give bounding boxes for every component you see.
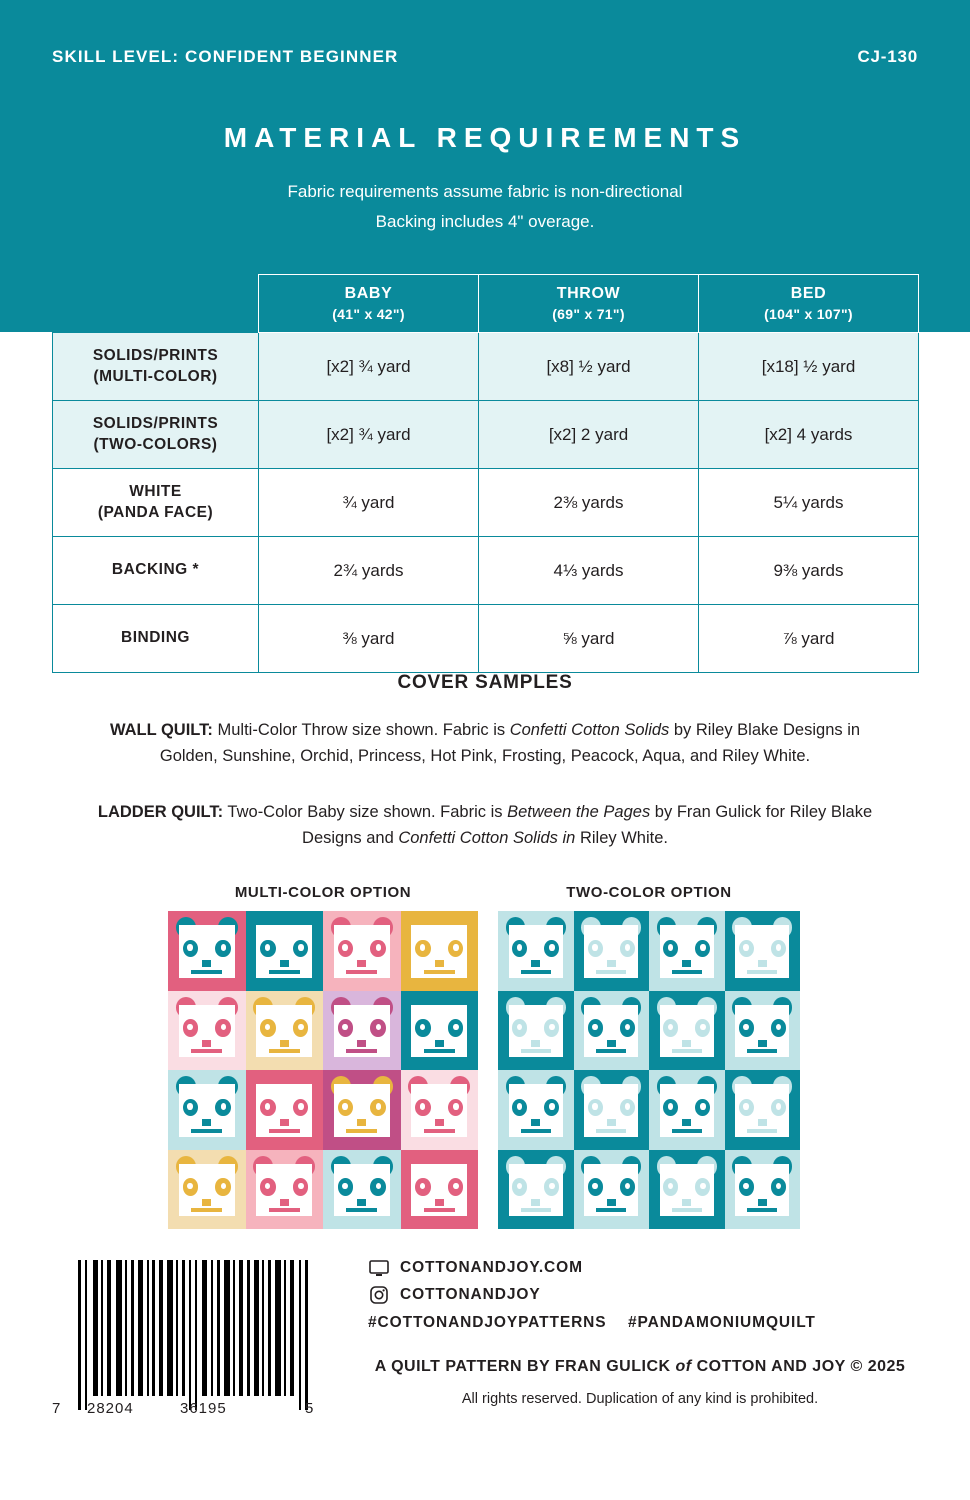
cover-samples-title: COVER SAMPLES xyxy=(397,672,573,693)
multi-color-quilt-block xyxy=(323,1150,401,1230)
panda-pupil-right xyxy=(453,1103,458,1109)
credit-line xyxy=(330,1358,950,1376)
panda-pupil-right xyxy=(298,944,303,950)
panda-pupil-left xyxy=(517,944,522,950)
panda-pupil-right xyxy=(549,944,554,950)
row-label-line2: (MULTI-COLOR) xyxy=(93,367,218,385)
row-label-line1: SOLIDS/PRINTS xyxy=(92,414,219,432)
credit-text-b: COTTON AND JOY © 2025 xyxy=(691,1358,906,1375)
panda-pupil-left xyxy=(592,1024,597,1030)
panda-face xyxy=(246,1070,324,1150)
panda-face xyxy=(649,1070,725,1150)
ladder-quilt-text-b: by Fran Gulick for Riley Blake Designs and xyxy=(302,803,873,847)
panda-mouth xyxy=(672,1049,702,1053)
barcode-digit-3: 5 xyxy=(305,1400,315,1417)
ladder-quilt-text-a: Two-Color Baby size shown. Fabric is xyxy=(223,803,508,821)
material-requirements-table xyxy=(52,274,919,673)
panda-pupil-right xyxy=(221,944,226,950)
panda-pupil-left xyxy=(420,944,425,950)
panda-pupil-left xyxy=(342,1183,347,1189)
table-row xyxy=(53,333,919,401)
panda-pupil-left xyxy=(743,1103,748,1109)
two-color-quilt-block xyxy=(725,911,801,991)
row-label-line1: WHITE xyxy=(129,482,182,500)
cell-bed: [x18] ½ yard xyxy=(699,333,919,401)
multi-color-quilt-block xyxy=(168,1070,246,1150)
row-label-line1: SOLIDS/PRINTS xyxy=(92,346,219,364)
website-row[interactable] xyxy=(368,1258,928,1278)
panda-nose xyxy=(758,1199,767,1206)
panda-mouth xyxy=(521,970,551,974)
credit-text-a: A QUILT PATTERN BY FRAN GULICK xyxy=(374,1358,676,1375)
panda-nose xyxy=(357,1119,366,1126)
panda-nose xyxy=(280,960,289,967)
multi-color-quilt-block xyxy=(246,1150,324,1230)
panda-pupil-right xyxy=(625,944,630,950)
panda-mouth xyxy=(346,1208,377,1212)
cell-baby: [x2] ¾ yard xyxy=(259,333,479,401)
multi-color-quilt-block xyxy=(168,991,246,1071)
multi-color-quilt-block xyxy=(323,1070,401,1150)
panda-pupil-right xyxy=(549,1103,554,1109)
panda-face xyxy=(498,911,574,991)
panda-nose xyxy=(682,1199,691,1206)
panda-mouth xyxy=(596,1129,626,1133)
panda-nose xyxy=(202,1119,211,1126)
hashtag-quilt: #PANDAMONIUMQUILT xyxy=(628,1314,816,1331)
barcode-digit-2: 36195 xyxy=(180,1400,227,1417)
panda-nose xyxy=(531,960,540,967)
panda-nose xyxy=(531,1119,540,1126)
panda-face xyxy=(725,911,801,991)
hashtag-patterns: #COTTONANDJOYPATTERNS xyxy=(368,1314,607,1331)
panda-mouth xyxy=(424,1208,455,1212)
rights-line: All rights reserved. Duplication of any kind is prohibited. xyxy=(461,1391,819,1407)
panda-pupil-left xyxy=(743,1024,748,1030)
panda-face xyxy=(649,911,725,991)
panda-nose xyxy=(280,1040,289,1047)
cell-baby: 2¾ yards xyxy=(259,537,479,605)
column-header-baby xyxy=(259,275,479,333)
panda-face xyxy=(574,911,650,991)
ladder-quilt-fabric-name-b: Confetti Cotton Solids in xyxy=(398,828,576,847)
panda-face xyxy=(246,1150,324,1230)
table-row xyxy=(53,401,919,469)
instagram-icon xyxy=(368,1285,390,1305)
two-color-quilt-block xyxy=(725,1070,801,1150)
panda-nose xyxy=(280,1199,289,1206)
row-label-backing: BACKING * xyxy=(53,537,259,605)
cell-baby: ¾ yard xyxy=(259,469,479,537)
two-color-quilt-block xyxy=(649,1070,725,1150)
panda-nose xyxy=(682,960,691,967)
panda-face xyxy=(574,1150,650,1230)
panda-pupil-left xyxy=(187,944,192,950)
panda-mouth xyxy=(346,1049,377,1053)
panda-pupil-left xyxy=(668,944,673,950)
panda-pupil-right xyxy=(700,944,705,950)
column-header-bed xyxy=(699,275,919,333)
panda-mouth xyxy=(424,1049,455,1053)
panda-nose xyxy=(607,960,616,967)
panda-pupil-right xyxy=(776,1103,781,1109)
panda-nose xyxy=(202,1199,211,1206)
website-text: COTTONANDJOY.COM xyxy=(400,1259,583,1276)
panda-pupil-left xyxy=(668,1103,673,1109)
panda-nose xyxy=(435,960,444,967)
panda-nose xyxy=(435,1199,444,1206)
panda-pupil-right xyxy=(298,1103,303,1109)
panda-pupil-left xyxy=(187,1183,192,1189)
column-header-bed-size: (104" x 107") xyxy=(764,305,853,322)
cell-bed: [x2] 4 yards xyxy=(699,401,919,469)
row-label-solids-multi xyxy=(53,333,259,401)
panda-mouth xyxy=(269,1208,300,1212)
panda-face xyxy=(323,1070,401,1150)
credit-of: of xyxy=(675,1358,692,1375)
ladder-quilt-label: LADDER QUILT: xyxy=(97,803,224,821)
column-header-bed-name: BED xyxy=(790,285,827,303)
panda-mouth xyxy=(424,1129,455,1133)
panda-nose xyxy=(435,1119,444,1126)
panda-mouth xyxy=(672,970,702,974)
panda-pupil-right xyxy=(776,944,781,950)
panda-nose xyxy=(357,960,366,967)
panda-mouth xyxy=(747,970,777,974)
panda-face xyxy=(649,991,725,1071)
panda-pupil-right xyxy=(453,944,458,950)
panda-nose xyxy=(682,1040,691,1047)
two-color-quilt-block xyxy=(574,1070,650,1150)
two-color-option-label: TWO-COLOR OPTION xyxy=(566,884,732,901)
ladder-quilt-text-c: Riley White. xyxy=(575,828,668,847)
wall-quilt-paragraph xyxy=(85,718,885,769)
column-header-throw-size: (69" x 71") xyxy=(552,305,625,322)
panda-face xyxy=(574,1070,650,1150)
panda-face xyxy=(323,991,401,1071)
panda-pupil-right xyxy=(549,1183,554,1189)
table-row xyxy=(53,537,919,605)
skill-level-text: SKILL LEVEL: CONFIDENT BEGINNER xyxy=(52,47,399,66)
panda-pupil-left xyxy=(342,1103,347,1109)
multi-color-quilt-block xyxy=(323,991,401,1071)
footer-links xyxy=(368,1258,928,1332)
barcode-digit-0: 7 xyxy=(52,1400,62,1417)
panda-mouth xyxy=(672,1208,702,1212)
two-color-quilt-block xyxy=(725,991,801,1071)
panda-nose xyxy=(435,1040,444,1047)
quilt-image-two-color xyxy=(498,911,800,1229)
panda-nose xyxy=(607,1119,616,1126)
two-color-quilt-block xyxy=(498,1150,574,1230)
panda-pupil-left xyxy=(265,944,270,950)
panda-nose xyxy=(531,1040,540,1047)
table-corner-cell xyxy=(53,275,259,333)
panda-face xyxy=(725,1070,801,1150)
cell-baby: ⅜ yard xyxy=(259,605,479,673)
panda-mouth xyxy=(596,970,626,974)
instagram-text: COTTONANDJOY xyxy=(400,1286,541,1303)
multi-color-quilt-block xyxy=(401,1150,479,1230)
wall-quilt-text-a: Multi-Color Throw size shown. Fabric is xyxy=(212,721,510,739)
panda-nose xyxy=(682,1119,691,1126)
cell-throw: 2⅜ yards xyxy=(479,469,699,537)
multi-color-quilt-block xyxy=(401,991,479,1071)
panda-nose xyxy=(357,1199,366,1206)
cell-throw: [x8] ½ yard xyxy=(479,333,699,401)
ladder-quilt-fabric-name-a: Between the Pages xyxy=(507,803,651,821)
panda-face xyxy=(401,1150,479,1230)
wall-quilt-fabric-name: Confetti Cotton Solids xyxy=(509,721,670,739)
two-color-quilt-block xyxy=(574,911,650,991)
panda-pupil-right xyxy=(700,1183,705,1189)
panda-pupil-left xyxy=(743,944,748,950)
panda-nose xyxy=(202,960,211,967)
panda-pupil-left xyxy=(187,1103,192,1109)
panda-pupil-right xyxy=(298,1183,303,1189)
panda-mouth xyxy=(191,970,222,974)
panda-mouth xyxy=(346,1129,377,1133)
row-label-line2: (TWO-COLORS) xyxy=(93,435,218,453)
panda-pupil-right xyxy=(453,1183,458,1189)
panda-face xyxy=(246,911,324,991)
panda-pupil-left xyxy=(342,1024,347,1030)
panda-pupil-right xyxy=(453,1024,458,1030)
two-color-quilt-block xyxy=(649,911,725,991)
panda-mouth xyxy=(269,1129,300,1133)
two-color-quilt-block xyxy=(498,911,574,991)
ladder-quilt-paragraph xyxy=(85,800,885,851)
panda-pupil-right xyxy=(376,944,381,950)
cell-baby: [x2] ¾ yard xyxy=(259,401,479,469)
multi-color-quilt-block xyxy=(401,911,479,991)
wall-quilt-label: WALL QUILT: xyxy=(109,721,213,739)
hashtags-row xyxy=(368,1314,928,1332)
column-header-baby-size: (41" x 42") xyxy=(332,305,405,322)
two-color-quilt-block xyxy=(498,991,574,1071)
material-requirements-table-wrap xyxy=(52,274,918,673)
panda-pupil-right xyxy=(625,1103,630,1109)
two-color-quilt-block xyxy=(574,991,650,1071)
monitor-icon xyxy=(368,1258,390,1278)
two-color-quilt-block xyxy=(649,991,725,1071)
row-label-white xyxy=(53,469,259,537)
panda-pupil-right xyxy=(221,1103,226,1109)
wall-quilt-text-b: by Riley Blake Designs in Golden, Sunshine, Orchid, Princess, Hot Pink, Frosting, Peacock, Aqua, and Riley White. xyxy=(159,721,861,765)
panda-face xyxy=(725,991,801,1071)
multi-color-quilt-block xyxy=(323,911,401,991)
panda-pupil-right xyxy=(376,1103,381,1109)
panda-nose xyxy=(607,1040,616,1047)
panda-mouth xyxy=(269,970,300,974)
panda-face xyxy=(323,1150,401,1230)
row-label-binding: BINDING xyxy=(53,605,259,673)
panda-mouth xyxy=(521,1129,551,1133)
panda-face xyxy=(246,991,324,1071)
panda-pupil-right xyxy=(700,1103,705,1109)
panda-face xyxy=(498,1150,574,1230)
panda-nose xyxy=(280,1119,289,1126)
panda-pupil-left xyxy=(420,1103,425,1109)
panda-mouth xyxy=(521,1049,551,1053)
panda-pupil-right xyxy=(700,1024,705,1030)
panda-mouth xyxy=(747,1049,777,1053)
panda-face xyxy=(725,1150,801,1230)
fabric-note-line1: Fabric requirements assume fabric is non-directional xyxy=(287,182,683,201)
two-color-quilt-block xyxy=(574,1150,650,1230)
panda-face xyxy=(168,911,246,991)
pattern-code: CJ-130 xyxy=(857,47,918,66)
fabric-note-line2: Backing includes 4" overage. xyxy=(375,212,595,231)
panda-nose xyxy=(607,1199,616,1206)
panda-mouth xyxy=(596,1208,626,1212)
panda-nose xyxy=(758,1119,767,1126)
panda-pupil-left xyxy=(743,1183,748,1189)
panda-mouth xyxy=(269,1049,300,1053)
panda-face xyxy=(168,991,246,1071)
cell-throw: 4⅓ yards xyxy=(479,537,699,605)
panda-pupil-left xyxy=(517,1103,522,1109)
two-color-quilt-block xyxy=(649,1150,725,1230)
instagram-row[interactable] xyxy=(368,1285,928,1305)
multi-color-quilt-block xyxy=(168,1150,246,1230)
cell-throw: ⅝ yard xyxy=(479,605,699,673)
panda-mouth xyxy=(672,1129,702,1133)
table-row xyxy=(53,605,919,673)
column-header-baby-name: BABY xyxy=(344,285,393,303)
panda-mouth xyxy=(596,1049,626,1053)
panda-nose xyxy=(758,960,767,967)
panda-nose xyxy=(357,1040,366,1047)
panda-pupil-left xyxy=(592,1103,597,1109)
panda-pupil-left xyxy=(592,944,597,950)
panda-face xyxy=(401,991,479,1071)
panda-pupil-left xyxy=(187,1024,192,1030)
multi-color-quilt-block xyxy=(246,1070,324,1150)
row-label-solids-two xyxy=(53,401,259,469)
multi-color-option-label: MULTI-COLOR OPTION xyxy=(234,884,412,901)
panda-mouth xyxy=(191,1208,222,1212)
panda-face xyxy=(498,1070,574,1150)
multi-color-quilt-block xyxy=(168,911,246,991)
multi-color-quilt-block xyxy=(246,911,324,991)
panda-pupil-left xyxy=(342,944,347,950)
column-header-throw-name: THROW xyxy=(556,285,621,303)
panda-face xyxy=(401,1070,479,1150)
cell-bed: 9⅜ yards xyxy=(699,537,919,605)
panda-face xyxy=(168,1070,246,1150)
panda-face xyxy=(168,1150,246,1230)
table-header-row xyxy=(53,275,919,333)
barcode-digit-1: 28204 xyxy=(87,1400,134,1417)
panda-mouth xyxy=(346,970,377,974)
table-row xyxy=(53,469,919,537)
multi-color-quilt-block xyxy=(401,1070,479,1150)
panda-nose xyxy=(758,1040,767,1047)
two-color-quilt-block xyxy=(498,1070,574,1150)
panda-mouth xyxy=(521,1208,551,1212)
panda-nose xyxy=(531,1199,540,1206)
cell-bed: 5¼ yards xyxy=(699,469,919,537)
column-header-throw xyxy=(479,275,699,333)
panda-mouth xyxy=(191,1049,222,1053)
cell-throw: [x2] 2 yard xyxy=(479,401,699,469)
cell-bed: ⅞ yard xyxy=(699,605,919,673)
quilt-image-multi-color xyxy=(168,911,478,1229)
panda-face xyxy=(323,911,401,991)
two-color-quilt-block xyxy=(725,1150,801,1230)
panda-mouth xyxy=(747,1208,777,1212)
panda-nose xyxy=(202,1040,211,1047)
page-title: MATERIAL REQUIREMENTS xyxy=(223,122,747,153)
panda-pupil-right xyxy=(549,1024,554,1030)
panda-mouth xyxy=(747,1129,777,1133)
panda-face xyxy=(649,1150,725,1230)
panda-face xyxy=(574,991,650,1071)
panda-pupil-right xyxy=(298,1024,303,1030)
panda-mouth xyxy=(424,970,455,974)
panda-mouth xyxy=(191,1129,222,1133)
panda-pupil-left xyxy=(592,1183,597,1189)
panda-face xyxy=(498,991,574,1071)
row-label-line2: (PANDA FACE) xyxy=(97,503,214,521)
panda-pupil-left xyxy=(265,1103,270,1109)
panda-face xyxy=(401,911,479,991)
multi-color-quilt-block xyxy=(246,991,324,1071)
